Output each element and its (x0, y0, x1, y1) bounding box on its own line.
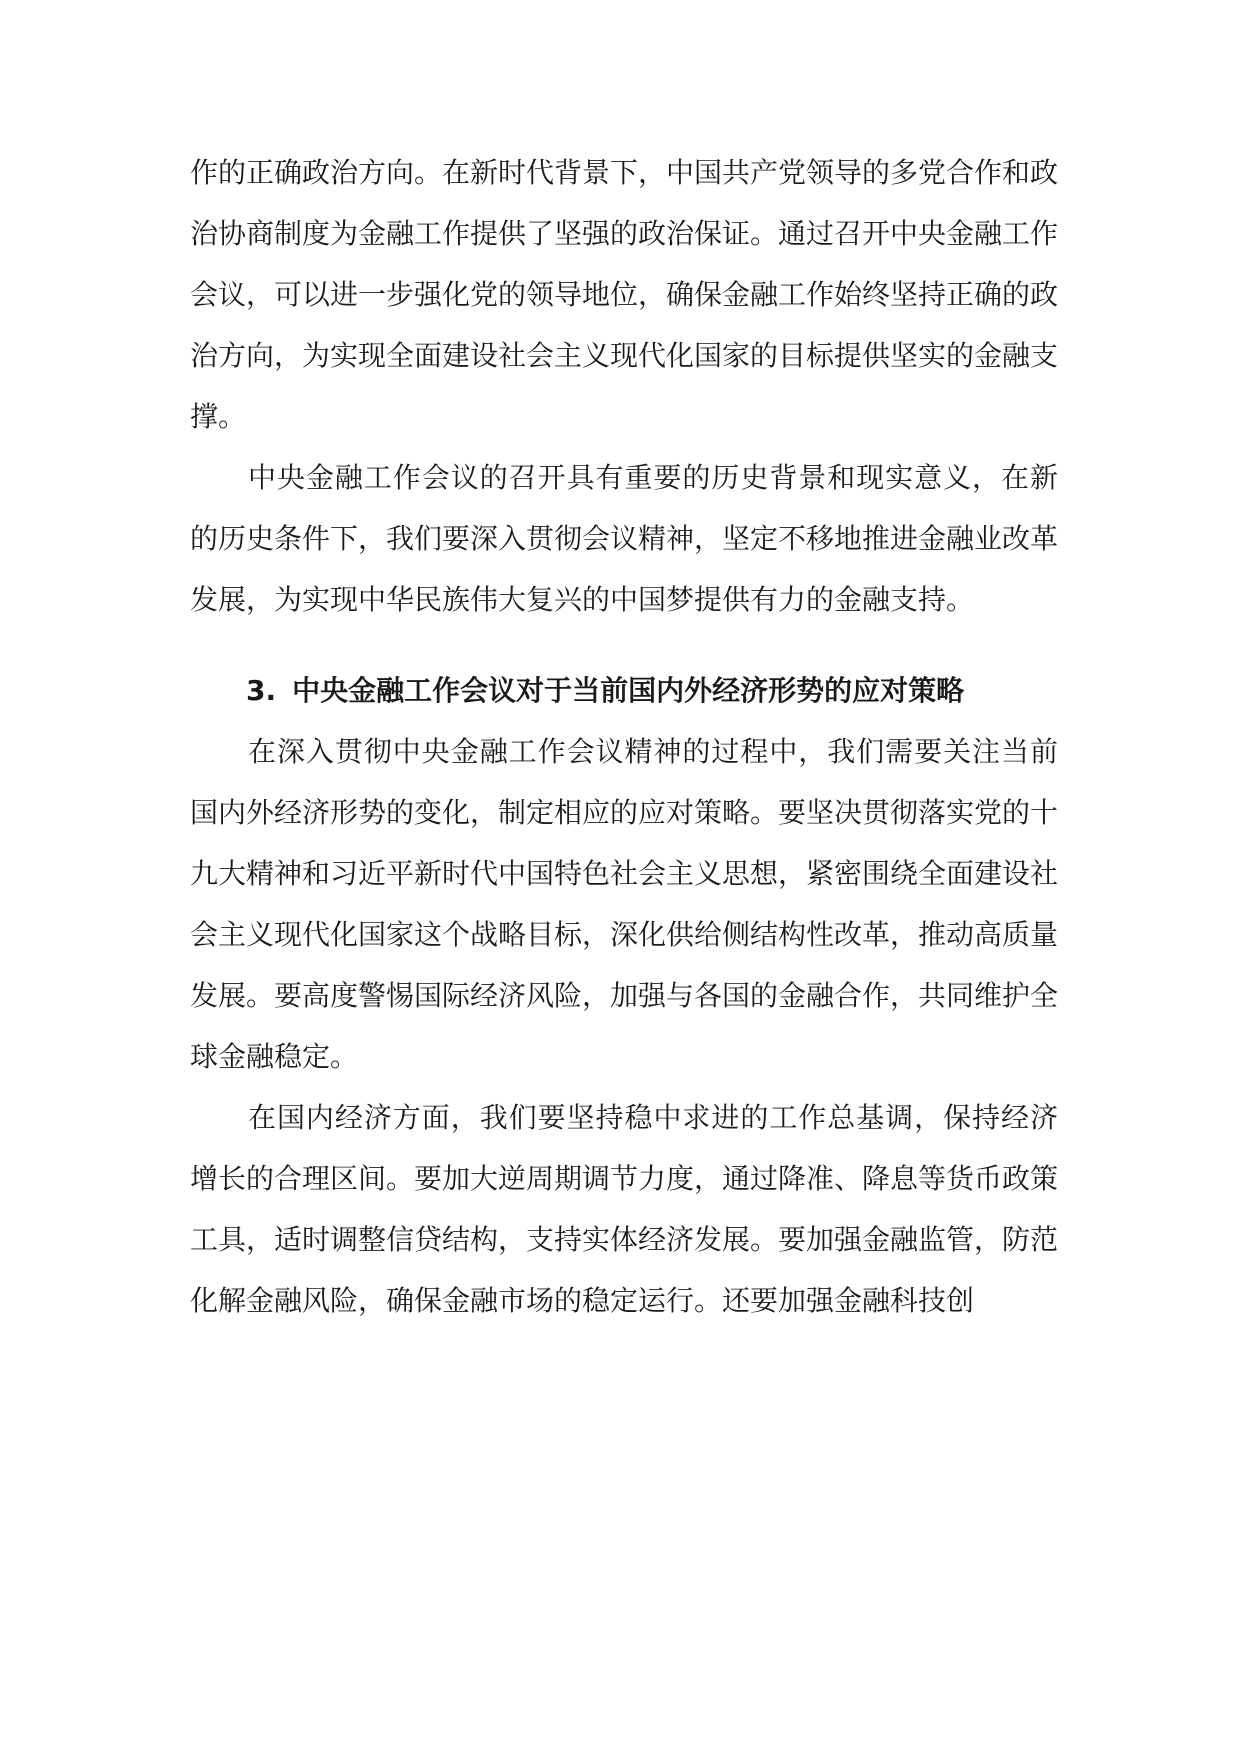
section-title: 中央金融工作会议对于当前国内外经济形势的应对策略 (292, 674, 965, 707)
paragraph-strategy: 在深入贯彻中央金融工作会议精神的过程中，我们需要关注当前国内外经济形势的变化，制定相应的应对策略。要坚决贯彻落实党的十九大精神和习近平新时代中国特色社会主义思想，紧密围绕全面建设社会主义现代化国家这个战略目标，深化供给侧结构性改革，推动高质量发展。要高度警惕国际经济风险，加强与各国的金融合作，共同维护全球金融稳定。 (190, 735, 1059, 1073)
section-heading (190, 660, 1058, 721)
section-number: 3. (246, 674, 277, 707)
paragraph-domestic-economy: 在国内经济方面，我们要坚持稳中求进的工作总基调，保持经济增长的合理区间。要加大逆周期调节力度，通过降准、降息等货币政策工具，适时调整信贷结构，支持实体经济发展。要加强金融监管，防范化解金融风险，确保金融市场的稳定运行。还要加强金融科技创 (190, 1101, 1059, 1317)
paragraph-significance: 中央金融工作会议的召开具有重要的历史背景和现实意义，在新的历史条件下，我们要深入贯彻会议精神，坚定不移地推进金融业改革发展，为实现中华民族伟大复兴的中国梦提供有力的金融支持。 (190, 461, 1059, 616)
document-page (190, 142, 1058, 1331)
paragraph-continued: 作的正确政治方向。在新时代背景下，中国共产党领导的多党合作和政治协商制度为金融工作提供了坚强的政治保证。通过召开中央金融工作会议，可以进一步强化党的领导地位，确保金融工作始终坚持正确的政治方向，为实现全面建设社会主义现代化国家的目标提供坚实的金融支撑。 (190, 156, 1059, 433)
